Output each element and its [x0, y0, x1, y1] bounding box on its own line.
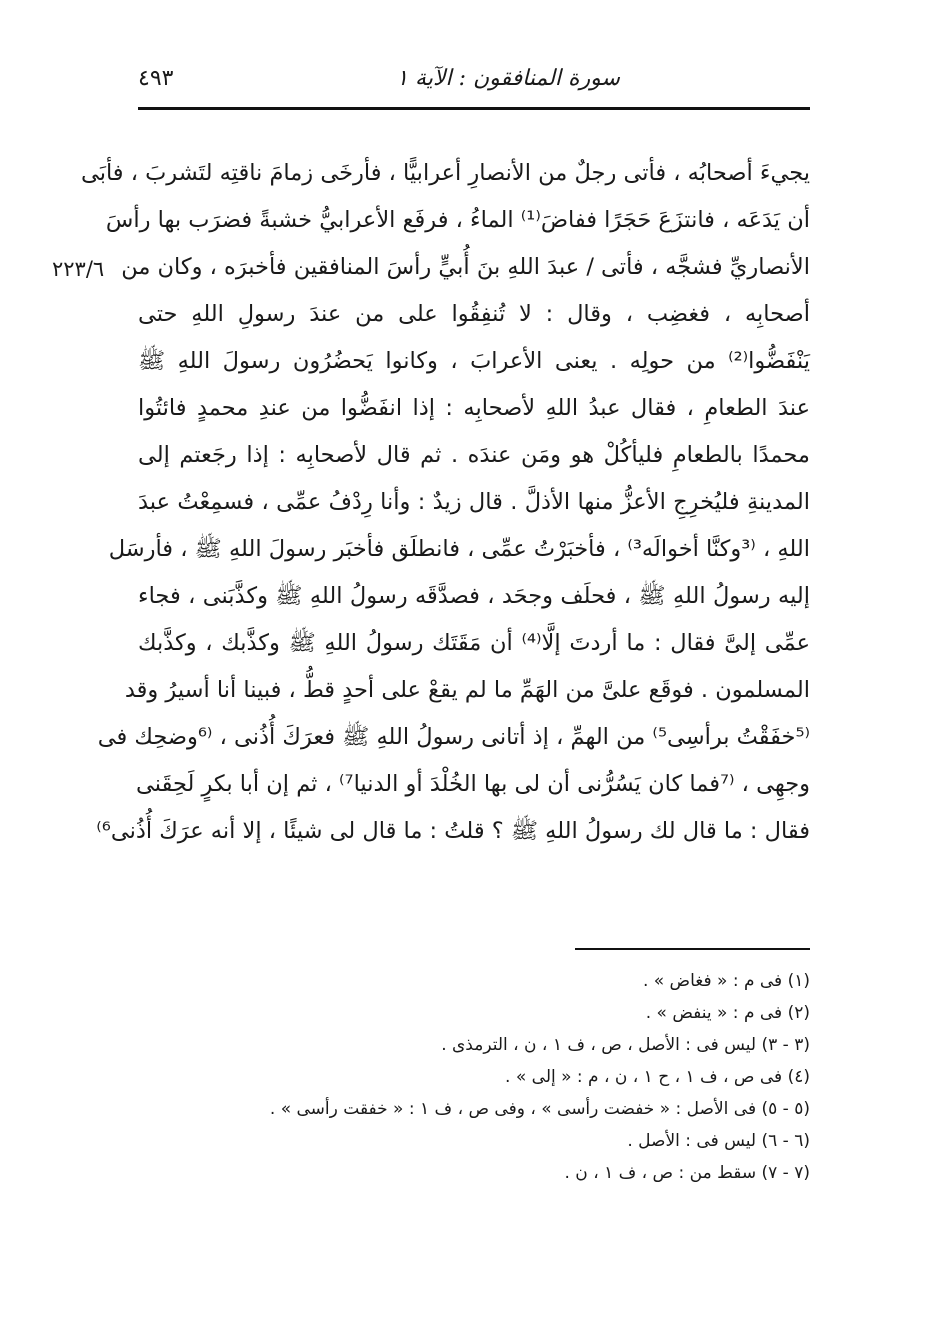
footnote: (٥ - ٥) فى الأصل : « خفضت رأسى » ، وفى ص ، ف ١ : « خفقت رأسى » .: [269, 1099, 810, 1119]
text-line: يجيءَ أصحابُه ، فأتى رجلٌ من الأنصارِ أعرابيًّا ، فأرخَى زمامَ ناقتِه لتَشربَ ، فأبَى: [80, 160, 810, 186]
text-line: عمِّى إلىَّ فقال : ما أردتَ إلَّا⁽⁴⁾ أن مَقَتَك رسولُ اللهِ ﷺ وكذَّبك ، وكذَّبك: [138, 630, 810, 656]
footnote-rule: [575, 948, 810, 950]
text-line: المدينةِ فليُخرِجِ الأعزُّ منها الأذلَّ . قال زيدٌ : وأنا رِدْفُ عمِّى ، فسمِعْتُ عبدَ: [138, 489, 810, 515]
footnote: (٦ - ٦) ليس فى : الأصل .: [627, 1131, 810, 1151]
footnote: (١) فى م : « فغاض » .: [642, 971, 810, 991]
footnote: (٣ - ٣) ليس فى : الأصل ، ص ، ف ١ ، ن ، الترمذى .: [441, 1035, 810, 1055]
page-number: ٤٩٣: [138, 66, 174, 91]
footnote: (٤) فى ص ، ف ١ ، ح ١ ، ن ، م : « إلى » .: [505, 1067, 810, 1087]
text-line: يَنْفَضُّوا⁽²⁾ من حولِه . يعنى الأعرابَ ، وكانوا يَحضُرُون رسولَ اللهِ ﷺ: [138, 348, 810, 374]
text-line: الأنصاريِّ فشجَّه ، فأتى / عبدَ اللهِ بنَ أُبيٍّ رأسَ المنافقين فأخبرَه ، وكان من: [121, 254, 810, 280]
footnote: (٧ - ٧) سقط من : ص ، ف ١ ، ن .: [564, 1163, 810, 1183]
text-line: فقال : ما قال لك رسولُ اللهِ ﷺ ؟ قلتُ : ما قال لى شيئًا ، إلا أنه عرَكَ أُذُنى⁶⁾: [96, 818, 810, 844]
margin-reference: ٢٢٣/٦: [52, 257, 105, 281]
running-title: سورة المنافقون : الآية ١: [396, 66, 620, 91]
page-header: [138, 58, 810, 98]
text-line: وجهِى ، ⁽⁷فما كان يَسُرُّنى أن لى بها الخُلْدَ أو الدنيا⁷⁾ ، ثم إن أبا بكرٍ لَحِقَنى: [136, 771, 810, 797]
text-line: اللهِ ، ⁽³وكنَّا أخوالَه³⁾ ، فأخبَرْتُ عمِّى ، فانطلَق فأخبَر رسولَ اللهِ ﷺ ، فأرسَل: [108, 536, 810, 562]
text-line: المسلمون . فوقَع علىَّ من الهَمِّ ما لم يقعْ على أحدٍ قطُّ ، فبينا أنا أسيرُ وقد: [124, 677, 810, 703]
footnote: (٢) فى م : « ينفض » .: [645, 1003, 810, 1023]
text-line: عندَ الطعامِ ، فقال عبدُ اللهِ لأصحابِه : إذا انفَضُّوا من عندِ محمدٍ فائتُوا: [138, 395, 810, 421]
header-rule: [138, 107, 810, 110]
text-line: أن يَدَعَه ، فانتزَعَ حَجَرًا ففاضَ⁽¹⁾ الماءُ ، فرفَع الأعرابيُّ خشبةً فضرَب بها رأسَ: [105, 207, 810, 233]
main-text: [80, 150, 810, 855]
text-line: إليه رسولُ اللهِ ﷺ ، فحلَف وجحَد ، فصدَّقَه رسولُ اللهِ ﷺ وكذَّبَنى ، فجاء: [138, 583, 810, 609]
footnotes: [138, 965, 810, 1189]
text-line: محمدًا بالطعامِ فليأكُلْ هو ومَن عندَه . ثم قال لأصحابِه : إذا رجَعتم إلى: [138, 442, 810, 468]
text-line: ⁽⁵خفَقْتُ برأسِى⁵⁾ من الهمِّ ، إذ أتانى رسولُ اللهِ ﷺ فعرَكَ أُذُنى ، ⁽⁶وضحِك فى: [97, 724, 810, 750]
text-line: أصحابِه ، فغضِب ، وقال : لا تُنفِقُوا على من عندَ رسولِ اللهِ حتى: [138, 301, 810, 327]
